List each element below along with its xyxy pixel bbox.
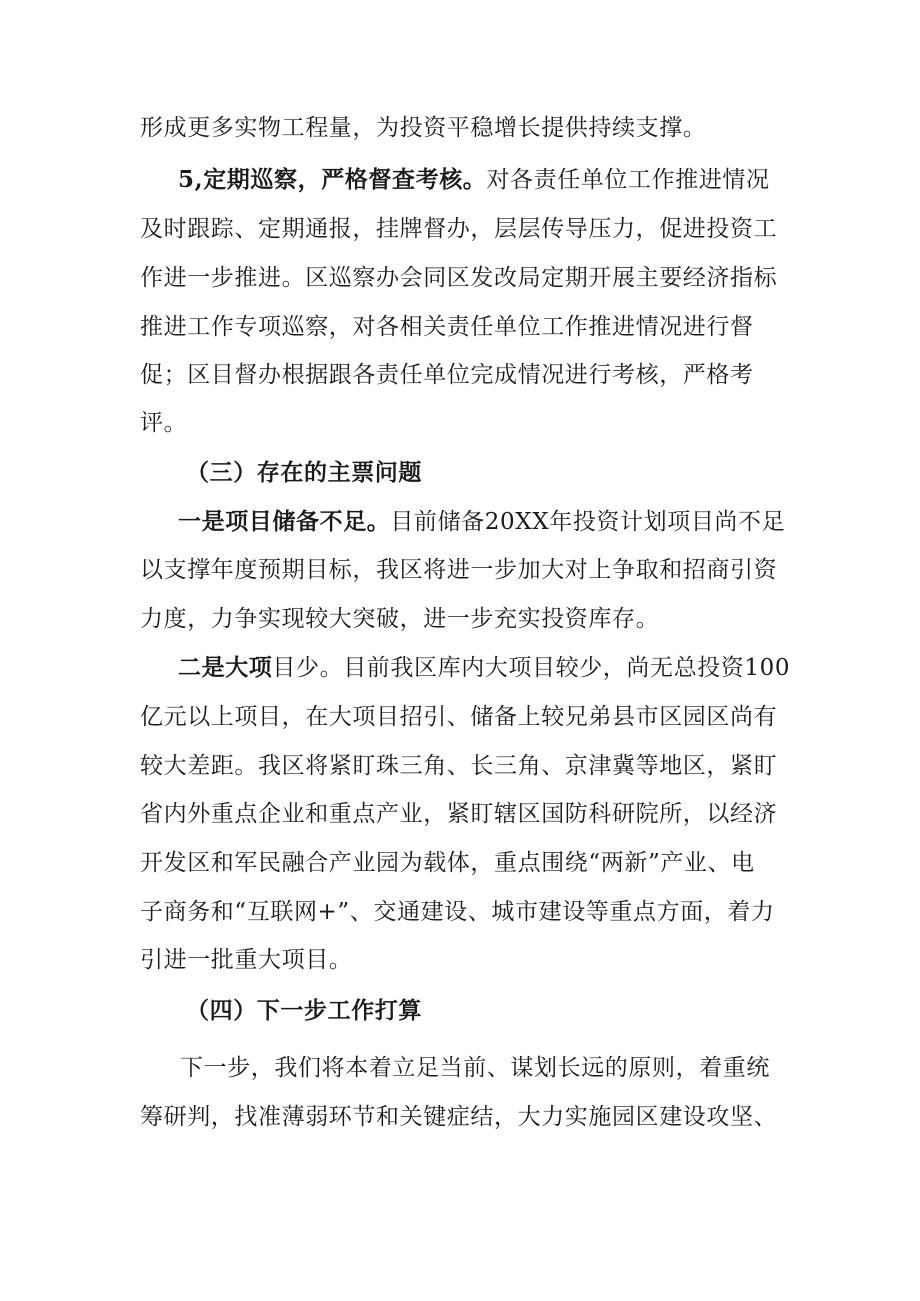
line-text: 评。 — [140, 410, 188, 436]
line-text: 下一步，我们将本着立足当前、谋划长远的原则，着重统 — [180, 1055, 770, 1081]
body-line — [140, 263, 780, 293]
line-lead: 一是项目储备不足。 — [178, 508, 391, 535]
body-line — [140, 604, 780, 634]
body-line — [140, 897, 780, 927]
line-text: 开发区和军民融合产业园为载体，重点围绕“两新”产业、电 — [140, 850, 755, 876]
body-line — [140, 848, 780, 878]
body-line — [140, 799, 780, 829]
line-text: 引进一批重大项目。 — [140, 947, 353, 973]
body-line — [180, 1053, 820, 1083]
point-heading — [178, 507, 818, 537]
line-text: 及时跟踪、定期通报，挂牌督办，层层传导压力，促进投资工 — [140, 216, 778, 242]
body-line — [140, 360, 780, 390]
line-text: 筹研判，找准薄弱环节和关键症结，大力实施园区建设攻坚、 — [140, 1104, 778, 1130]
line-lead: 二是大项 — [178, 654, 273, 681]
body-line — [140, 408, 780, 438]
line-text: 作进一步推进。区巡察办会同区发改局定期开展主要经济指标 — [140, 265, 778, 291]
line-text: 亿元以上项目，在大项目招引、储备上较兄弟县市区园区尚有 — [140, 704, 778, 730]
line-text: 目少。目前我区库内大项目较少，尚无总投资100 — [272, 655, 791, 681]
body-line — [140, 702, 780, 732]
body-line — [140, 945, 780, 975]
line-text: 促；区目督办根据跟各责任单位完成情况进行考核，严格考 — [140, 362, 754, 388]
line-lead: （三）存在的主票问题 — [186, 459, 422, 486]
line-lead: （四）下一步工作打算 — [186, 997, 422, 1024]
line-text: 省内外重点企业和重点产业，紧盯辖区国防科研院所，以经济 — [140, 801, 778, 827]
section-heading — [186, 458, 826, 488]
line-text: 子商务和“互联网+”、交通建设、城市建设等重点方面，着力 — [140, 899, 775, 925]
line-text: 目前储备20XX年投资计划项目尚不足 — [390, 509, 786, 535]
line-text: 力度，力争实现较大突破，进一步充实投资库存。 — [140, 606, 660, 632]
line-text: 形成更多实物工程量，为投资平稳增长提供持续支撑。 — [140, 115, 707, 141]
section-heading — [186, 996, 826, 1026]
numbered-point-heading — [178, 165, 818, 195]
line-lead: 5,定期巡察，严格督查考核。 — [178, 166, 487, 193]
body-line — [140, 113, 780, 143]
body-line — [140, 312, 780, 342]
point-heading — [178, 653, 818, 683]
body-line — [140, 751, 780, 781]
line-text: 推进工作专项巡察，对各相关责任单位工作推进情况进行督 — [140, 314, 754, 340]
line-text: 对各责任单位工作推进情况 — [486, 167, 770, 193]
line-text: 较大差距。我区将紧盯珠三角、长三角、京津冀等地区，紧盯 — [140, 753, 778, 779]
line-text: 以支撑年度预期目标，我区将进一步加大对上争取和招商引资 — [140, 557, 778, 583]
body-line — [140, 1102, 780, 1132]
body-line — [140, 555, 780, 585]
body-line — [140, 214, 780, 244]
